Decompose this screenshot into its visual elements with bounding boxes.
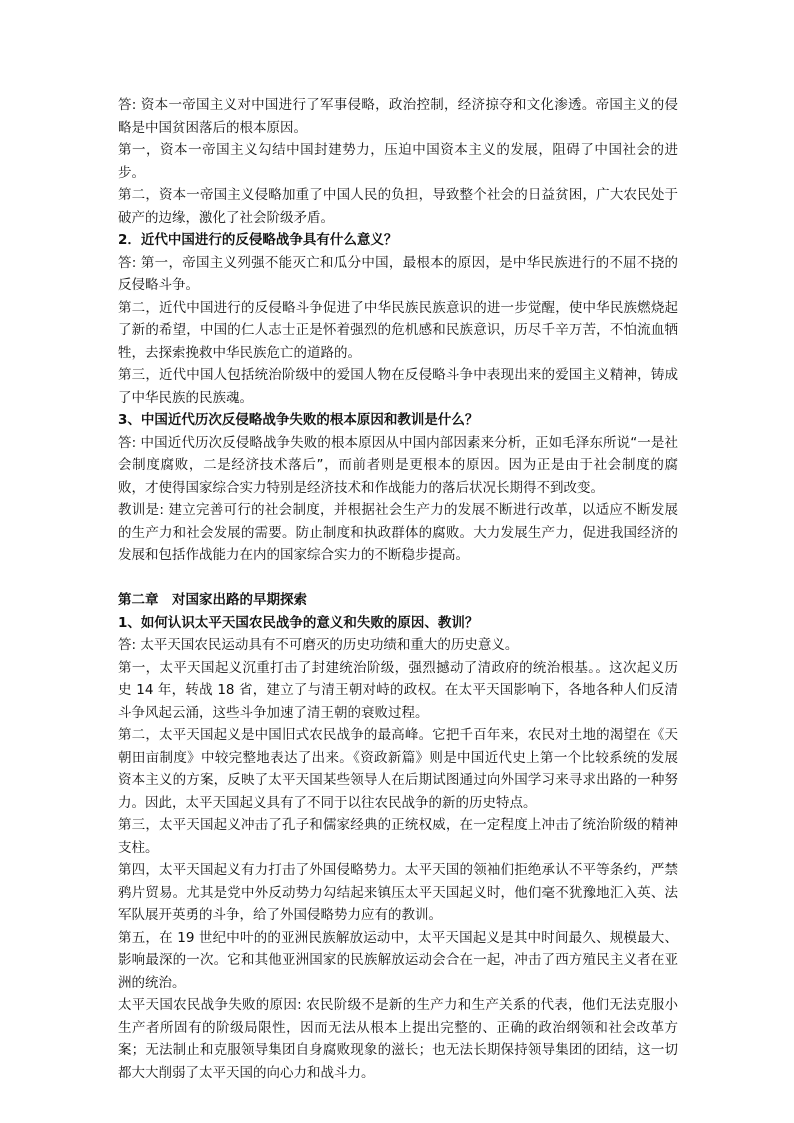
answer-paragraph: 答: 第一，帝国主义列强不能灭亡和瓜分中国，最根本的原因，是中华民族进行的不屈不挠的反侵略斗争。 xyxy=(118,254,678,293)
point-one-paragraph: 第一，太平天国起义沉重打击了封建统治阶级，强烈撼动了清政府的统治根基。。这次起义历史 14 年，转战 18 省，建立了与清王朝对峙的政权。在太平天国影响下，各地各种人们反清斗争风起云涌，这些斗争加速了清王朝的衰败过程。 xyxy=(118,659,678,721)
point-five-paragraph: 第五，在 19 世纪中叶的的亚洲民族解放运动中，太平天国起义是其中时间最久、规模最大、影响最深的一次。它和其他亚洲国家的民族解放运动会合在一起，冲击了西方殖民主义者在亚洲的统治。 xyxy=(118,929,678,991)
point-two-paragraph: 第二，近代中国进行的反侵略斗争促进了中华民族民族意识的进一步觉醒，使中华民族燃烧起了新的希望，中国的仁人志士正是怀着强烈的危机感和民族意识，历尽千辛万苦，不怕流血牺牲，去探索挽救中华民族危亡的道路的。 xyxy=(118,299,678,361)
point-two-paragraph: 第二，太平天国起义是中国旧式农民战争的最高峰。它把千百年来，农民对土地的渴望在《天朝田亩制度》中较完整地表达了出来。《资政新篇》则是中国近代史上第一个比较系统的发展资本主义的方案，反映了太平天国某些领导人在后期试图通过向外国学习来寻求出路的一种努力。因此，太平天国起义具有了不同于以往农民战争的新的历史特点。 xyxy=(118,727,678,811)
point-one-paragraph: 第一，资本一帝国主义勾结中国封建势力，压迫中国资本主义的发展，阻碍了中国社会的进步。 xyxy=(118,142,678,181)
point-three-paragraph: 第三，近代中国人包括统治阶级中的爱国人物在反侵略斗争中表现出来的爱国主义精神，铸成了中华民族的民族魂。 xyxy=(118,367,678,406)
point-four-paragraph: 第四，太平天国起义有力打击了外国侵略势力。太平天国的领袖们拒绝承认不平等条约，严禁鸦片贸易。尤其是党中外反动势力勾结起来镇压太平天国起义时，他们毫不犹豫地汇入英、法军队展开英勇的斗争，给了外国侵略势力应有的教训。 xyxy=(118,862,678,923)
point-two-paragraph: 第二，资本一帝国主义侵略加重了中国人民的负担，导致整个社会的日益贫困，广大农民处于破产的边缘，激化了社会阶级矛盾。 xyxy=(118,187,678,226)
chapter-2-title: 第二章 对国家出路的早期探索 xyxy=(118,592,307,608)
answer-paragraph: 答: 资本一帝国主义对中国进行了军事侵略，政治控制，经济掠夺和文化渗透。帝国主义的侵略是中国贫困落后的根本原因。 xyxy=(118,97,678,136)
point-three-paragraph: 第三，太平天国起义冲击了孔子和儒家经典的正统权威，在一定程度上冲击了统治阶级的精神支柱。 xyxy=(118,817,678,856)
failure-causes-paragraph: 太平天国农民战争失败的原因: 农民阶级不是新的生产力和生产关系的代表，他们无法克服小生产者所固有的阶级局限性，因而无法从根本上提出完整的、正确的政治纲领和社会改革方案；无法制止和克服领导集团自身腐败现象的滋长；也无法长期保持领导集团的团结，这一切都大大削弱了太平天国的向心力和战斗力。 xyxy=(118,997,678,1081)
question-2-heading: 2．近代中国进行的反侵略战争具有什么意义？ xyxy=(118,232,398,248)
chapter-2-question-1-heading: 1、如何认识太平天国农民战争的意义和失败的原因、教训？ xyxy=(118,614,479,631)
document-page xyxy=(118,94,678,1084)
answer-paragraph: 答: 中国近代历次反侵略战争失败的根本原因从中国内部因素来分析，正如毛泽东所说“一是社会制度腐败，二是经济技术落后”，而前者则是更根本的原因。因为正是由于社会制度的腐败，才使得国家综合实力特别是经济技术和作战能力的落后状况长期得不到改变。 xyxy=(118,434,678,496)
answer-paragraph: 答: 太平天国农民运动具有不可磨灭的历史功绩和重大的历史意义。 xyxy=(118,637,519,653)
lessons-paragraph: 教训是: 建立完善可行的社会制度，并根据社会生产力的发展不断进行改革，以适应不断发展的生产力和社会发展的需要。防止制度和执政群体的腐败。大力发展生产力，促进我国经济的发展和包括作战能力在内的国家综合实力的不断稳步提高。 xyxy=(118,502,678,563)
question-3-heading: 3、中国近代历次反侵略战争失败的根本原因和教训是什么？ xyxy=(118,412,479,428)
